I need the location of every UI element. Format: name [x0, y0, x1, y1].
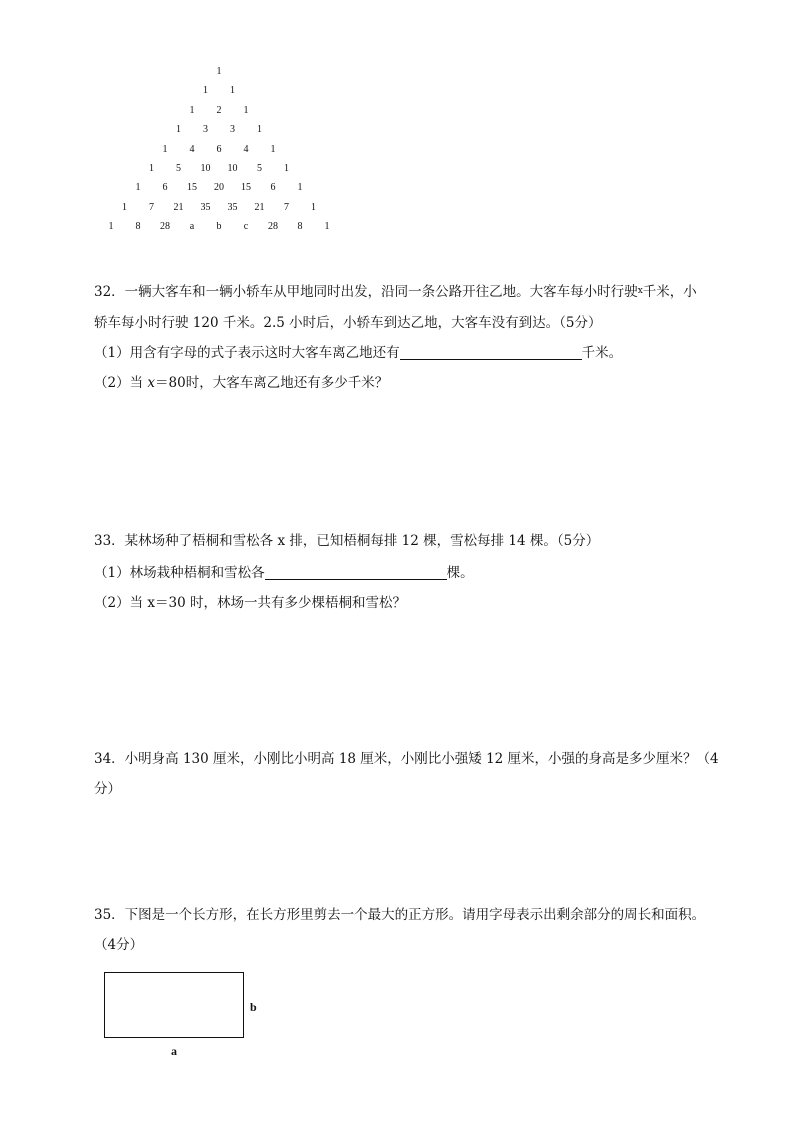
triangle-number: 20	[214, 182, 224, 194]
q32-part-1: （1）用含有字母的式子表示这时大客车离乙地还有 千米。	[94, 345, 623, 361]
triangle-number: 1	[284, 163, 289, 174]
triangle-number: 5	[176, 163, 181, 174]
q32-line-2: 轿车每小时行驶 120 千米。2.5 小时后，小轿车到达乙地，大客车没有到达。（5分）	[94, 315, 602, 331]
triangle-number: 21	[173, 201, 184, 213]
triangle-number: 28	[160, 221, 170, 233]
triangle-number: 8	[135, 221, 141, 233]
q32-part-2: （2）当 x＝80时，大客车离乙地还有多少千米？	[94, 375, 389, 391]
triangle-number: 6	[216, 143, 222, 155]
triangle-number: b	[216, 221, 222, 233]
triangle-number: 1	[270, 143, 276, 155]
triangle-number: 1	[149, 163, 154, 174]
triangle-number: 35	[200, 201, 211, 213]
triangle-number: 1	[162, 143, 168, 155]
triangle-number: 7	[149, 201, 154, 213]
q33-part-1: （1）林场栽种梧桐和雪松各 棵。	[94, 565, 474, 581]
triangle-row	[0, 103, 794, 119]
triangle-row	[0, 64, 794, 80]
triangle-number: 3	[230, 124, 235, 136]
triangle-number: 1	[176, 124, 181, 136]
triangle-number: 4	[189, 143, 195, 155]
triangle-number: 1	[189, 104, 195, 116]
triangle-number: 1	[230, 85, 235, 97]
triangle-number: 15	[241, 182, 251, 194]
q34-line-1: 34．小明身高 130 厘米，小刚比小明高 18 厘米，小刚比小强矮 12 厘米，小强的身高是多少厘米？（4	[94, 751, 719, 767]
triangle-number: 1	[216, 66, 222, 77]
triangle-number: 4	[243, 143, 249, 155]
triangle-number: 1	[108, 221, 114, 233]
q34-line-2: 分）	[94, 781, 121, 797]
q35-line-2: （4分）	[94, 937, 144, 953]
rectangle-figure	[104, 972, 244, 1038]
triangle-number: 15	[187, 182, 197, 194]
triangle-row	[0, 180, 794, 196]
triangle-number: 1	[257, 124, 262, 136]
triangle-number: 21	[254, 201, 265, 213]
rect-label-a: a	[171, 1044, 177, 1058]
triangle-number: 10	[200, 163, 211, 174]
triangle-number: 1	[324, 221, 330, 233]
triangle-number: 2	[216, 104, 222, 116]
triangle-number: 1	[297, 182, 303, 194]
triangle-number: c	[243, 221, 249, 233]
triangle-number: 10	[227, 163, 238, 174]
triangle-number: 3	[203, 124, 208, 136]
q35-line-1: 35．下图是一个长方形，在长方形里剪去一个最大的正方形。请用字母表示出剩余部分的周长和面积。	[94, 907, 706, 923]
answer-blank[interactable]	[265, 565, 447, 580]
triangle-number: a	[189, 221, 195, 233]
triangle-number: 6	[162, 182, 168, 194]
triangle-row	[0, 219, 794, 235]
triangle-number: 1	[311, 201, 316, 213]
triangle-number: 28	[268, 221, 278, 233]
triangle-number: 1	[203, 85, 208, 97]
triangle-row	[0, 200, 794, 216]
triangle-number: 1	[135, 182, 141, 194]
triangle-number: 1	[122, 201, 127, 213]
q33-part-2: （2）当 x＝30 时，林场一共有多少棵梧桐和雪松？	[94, 595, 406, 611]
q33-line-1: 33．某林场种了梧桐和雪松各 x 排，已知梧桐每排 12 棵，雪松每排 14 棵。（5分）	[94, 533, 600, 549]
triangle-number: 35	[227, 201, 238, 213]
triangle-number: 6	[270, 182, 276, 194]
rect-label-b: b	[250, 1000, 257, 1014]
q32-line-1: 32．一辆大客车和一辆小轿车从甲地同时出发，沿同一条公路开往乙地。大客车每小时行驶$^x$千米，小	[94, 284, 697, 300]
triangle-row	[0, 83, 794, 99]
triangle-number: 8	[297, 221, 303, 233]
triangle-row	[0, 122, 794, 138]
triangle-number: 5	[257, 163, 262, 174]
triangle-row	[0, 161, 794, 177]
triangle-row	[0, 142, 794, 158]
triangle-number: 7	[284, 201, 289, 213]
answer-blank[interactable]	[400, 345, 582, 360]
triangle-number: 1	[243, 104, 249, 116]
